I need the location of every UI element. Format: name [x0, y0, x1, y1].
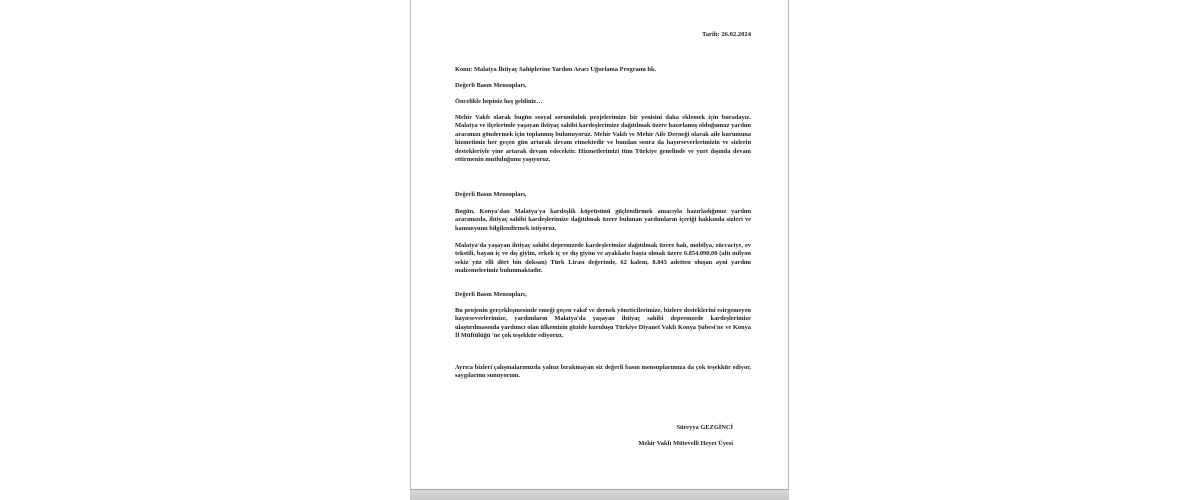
paragraph-4: Bu projenin gerçekleşmesinde emeği geçen vakıf ve dernek yöneticilerimize, bizlere desteklerini esirgemeyen hayırseverlerimize, yardımların Malatya'da yaşayan ihtiyaç sahibi depremzede kardeşlerimize ulaştırılmasında yardımcı olan ülkemizin güzide kuruluşu Türkiye Diyanet Vakfı Konya Şubesi'ne ve Konya İl Müftülüğü 'ne çok teşekkür ediyoruz.: [455, 307, 751, 340]
document-date: Tarih: 26.02.2024: [701, 31, 751, 38]
document-page: [410, 0, 789, 489]
greeting-2: Değerli Basın Mensupları,: [455, 191, 527, 198]
signature-title: Mehir Vakfı Mütevelli Heyet Üyesi: [638, 440, 733, 447]
page-bottom-edge: [410, 489, 789, 500]
welcome-line: Öncelikle hepiniz hoş geldiniz…: [455, 98, 543, 105]
greeting-3: Değerli Basın Mensupları,: [455, 291, 527, 298]
paragraph-3: Malatya'da yaşayan ihtiyaç sahibi depremzede kardeşlerimize dağıtılmak üzere halı, mobilya, züccaciye, ev tekstili, bayan iç ve dış giyim, erkek iç ve dış giyim ve ayakkabı başta olmak üzere 6.854.090,00 (altı milyon sekiz yüz elli dört bin doksan) Türk Lirası değerinde, 62 kalem, 8.843 adetten oluşan ayni yardım malzemelerimiz bulunmaktadır.: [455, 242, 751, 275]
paragraph-1: Mehir Vakfı olarak bugün sosyal sorumluluk projelerimize bir yenisini daha eklemek için buradayız. Malatya ve ilçelerinde yaşayan ihtiyaç sahibi kardeşlerimize dağıtılmak üzere hazırlamış olduğumuz yardım aracımızı göndermek için toplanmış bulunuyoruz. Mehir Vakfı ve Mehir Aile Derneği olarak aile kurumuna hizmetimiz her geçen gün artarak devam etmektedir ve bundan sonra da hayırseverlerimizin ve sizlerin destekleriyle yine artarak devam edecektir. Hizmetlerimizi tüm Türkiye genelinde ve yurt dışında devam ettirmenin mutluluğunu yaşıyoruz.: [455, 114, 751, 164]
subject-line: Konu: Malatya İhtiyaç Sahiplerine Yardım Aracı Uğurlama Programı hk.: [455, 66, 657, 73]
paragraph-2: Bugün, Konya'dan Malatya'ya kardeşlik köprüsünü güçlendirmek amacıyla hazırladığımız yardım aracımızda, ihtiyaç sahibi kardeşlerimize dağıtılmak üzere bulunan yardımların içeriği hakkında sizleri ve kamuoyunu bilgilendirmek istiyoruz.: [455, 208, 751, 232]
signature-name: Süreyya GEZGİNCİ: [676, 424, 733, 431]
paragraph-5: Ayrıca bizleri çalışmalarımızda yalnız bırakmayan siz değerli basın mensuplarımıza da çok teşekkür ediyor, saygılarımı sunuyorum.: [455, 364, 751, 380]
greeting-1: Değerli Basın Mensupları,: [455, 82, 527, 89]
